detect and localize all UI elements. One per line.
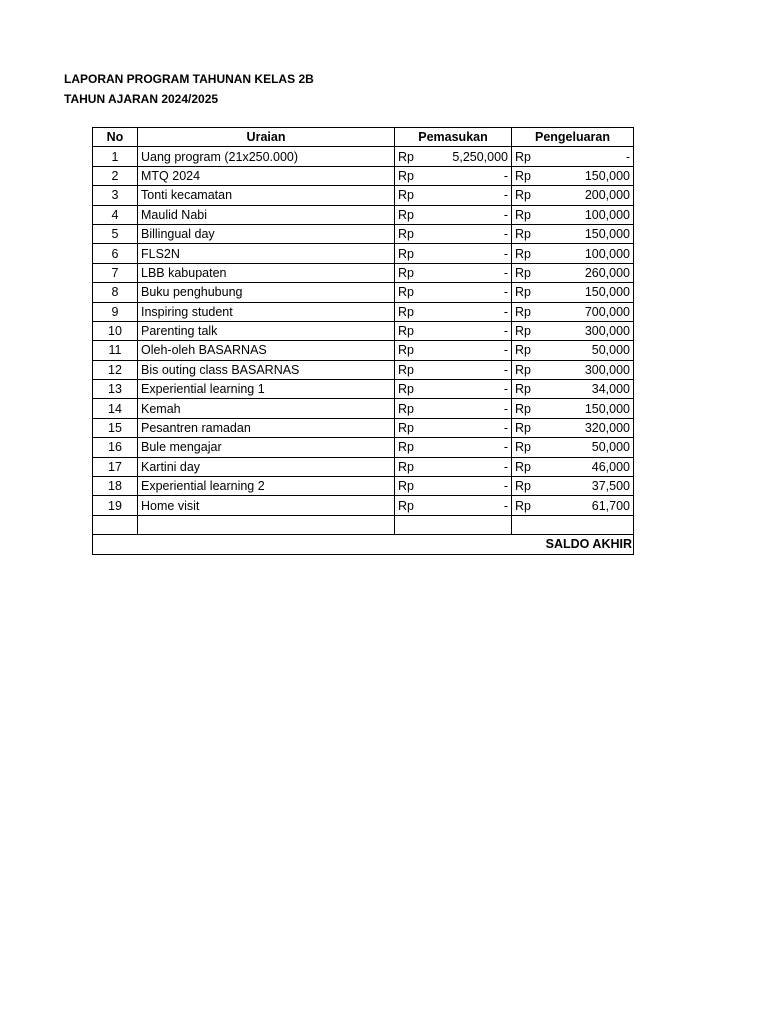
currency-label: Rp xyxy=(398,382,414,397)
table-row xyxy=(93,457,634,476)
row-uraian: Inspiring student xyxy=(138,302,395,321)
row-uraian: Experiential learning 1 xyxy=(138,380,395,399)
row-pemasukan xyxy=(395,477,512,496)
row-uraian: Billingual day xyxy=(138,224,395,243)
amount-value: - xyxy=(503,362,508,377)
row-pengeluaran xyxy=(512,438,634,457)
empty-row xyxy=(93,515,634,534)
table-row xyxy=(93,263,634,282)
table-row xyxy=(93,438,634,457)
amount-value: 300,000 xyxy=(584,324,630,339)
table-row xyxy=(93,186,634,205)
amount-value: 150,000 xyxy=(584,285,630,300)
currency-label: Rp xyxy=(398,207,414,222)
table-row xyxy=(93,147,634,166)
table-row xyxy=(93,205,634,224)
currency-label: Rp xyxy=(398,265,414,280)
row-pengeluaran xyxy=(512,360,634,379)
amount-value: - xyxy=(503,382,508,397)
table-row xyxy=(93,302,634,321)
row-no: 12 xyxy=(93,360,138,379)
currency-label: Rp xyxy=(515,285,531,300)
row-pemasukan xyxy=(395,283,512,302)
row-pemasukan xyxy=(395,438,512,457)
table-header-row xyxy=(93,128,634,147)
currency-label: Rp xyxy=(515,343,531,358)
amount-value: - xyxy=(503,227,508,242)
row-no: 8 xyxy=(93,283,138,302)
row-no: 5 xyxy=(93,224,138,243)
amount-value: - xyxy=(503,304,508,319)
table-row xyxy=(93,321,634,340)
row-pemasukan xyxy=(395,341,512,360)
currency-label: Rp xyxy=(398,479,414,494)
row-no: 17 xyxy=(93,457,138,476)
row-pengeluaran xyxy=(512,283,634,302)
amount-value: 700,000 xyxy=(584,304,630,319)
report-title: LAPORAN PROGRAM TAHUNAN KELAS 2B xyxy=(64,72,314,86)
row-uraian: Maulid Nabi xyxy=(138,205,395,224)
table-row xyxy=(93,380,634,399)
row-pemasukan xyxy=(395,380,512,399)
table-row xyxy=(93,341,634,360)
row-no: 11 xyxy=(93,341,138,360)
currency-label: Rp xyxy=(398,168,414,183)
table-row xyxy=(93,477,634,496)
currency-label: Rp xyxy=(515,246,531,261)
row-pemasukan xyxy=(395,496,512,515)
amount-value: 5,250,000 xyxy=(452,149,508,164)
row-uraian: MTQ 2024 xyxy=(138,166,395,185)
row-pemasukan xyxy=(395,186,512,205)
row-uraian: Parenting talk xyxy=(138,321,395,340)
row-pemasukan xyxy=(395,457,512,476)
currency-label: Rp xyxy=(398,188,414,203)
row-no: 10 xyxy=(93,321,138,340)
row-pengeluaran xyxy=(512,341,634,360)
currency-label: Rp xyxy=(515,149,531,164)
amount-value: 50,000 xyxy=(591,343,630,358)
row-no: 7 xyxy=(93,263,138,282)
currency-label: Rp xyxy=(515,401,531,416)
row-pemasukan xyxy=(395,360,512,379)
amount-value: - xyxy=(625,149,630,164)
empty-cell xyxy=(395,515,512,534)
row-uraian: Experiential learning 2 xyxy=(138,477,395,496)
row-no: 15 xyxy=(93,418,138,437)
finance-table xyxy=(92,127,634,555)
amount-value: - xyxy=(503,207,508,222)
row-uraian: LBB kabupaten xyxy=(138,263,395,282)
saldo-akhir-label: SALDO AKHIR xyxy=(93,535,634,554)
row-uraian: Oleh-oleh BASARNAS xyxy=(138,341,395,360)
currency-label: Rp xyxy=(398,227,414,242)
currency-label: Rp xyxy=(398,362,414,377)
amount-value: 34,000 xyxy=(591,382,630,397)
header-uraian: Uraian xyxy=(138,128,395,147)
amount-value: 320,000 xyxy=(584,421,630,436)
row-no: 2 xyxy=(93,166,138,185)
header-pemasukan: Pemasukan xyxy=(395,128,512,147)
row-no: 3 xyxy=(93,186,138,205)
row-pemasukan xyxy=(395,263,512,282)
table-row xyxy=(93,418,634,437)
row-no: 1 xyxy=(93,147,138,166)
row-pengeluaran xyxy=(512,477,634,496)
header-pengeluaran: Pengeluaran xyxy=(512,128,634,147)
amount-value: 300,000 xyxy=(584,362,630,377)
table-row xyxy=(93,496,634,515)
currency-label: Rp xyxy=(398,421,414,436)
row-uraian: FLS2N xyxy=(138,244,395,263)
row-no: 16 xyxy=(93,438,138,457)
currency-label: Rp xyxy=(398,149,414,164)
row-pengeluaran xyxy=(512,186,634,205)
currency-label: Rp xyxy=(515,265,531,280)
amount-value: 50,000 xyxy=(591,440,630,455)
currency-label: Rp xyxy=(398,324,414,339)
currency-label: Rp xyxy=(515,498,531,513)
table-row xyxy=(93,399,634,418)
row-uraian: Buku penghubung xyxy=(138,283,395,302)
row-pengeluaran xyxy=(512,244,634,263)
row-no: 18 xyxy=(93,477,138,496)
row-no: 4 xyxy=(93,205,138,224)
empty-cell xyxy=(138,515,395,534)
report-subtitle: TAHUN AJARAN 2024/2025 xyxy=(64,92,219,106)
amount-value: 100,000 xyxy=(584,207,630,222)
row-pengeluaran xyxy=(512,399,634,418)
currency-label: Rp xyxy=(515,440,531,455)
currency-label: Rp xyxy=(515,168,531,183)
amount-value: - xyxy=(503,479,508,494)
row-no: 14 xyxy=(93,399,138,418)
row-uraian: Kemah xyxy=(138,399,395,418)
row-pengeluaran xyxy=(512,380,634,399)
row-no: 13 xyxy=(93,380,138,399)
amount-value: - xyxy=(503,168,508,183)
row-pengeluaran xyxy=(512,205,634,224)
amount-value: 61,700 xyxy=(591,498,630,513)
row-uraian: Uang program (21x250.000) xyxy=(138,147,395,166)
row-pemasukan xyxy=(395,321,512,340)
currency-label: Rp xyxy=(515,188,531,203)
row-pemasukan xyxy=(395,147,512,166)
row-uraian: Bis outing class BASARNAS xyxy=(138,360,395,379)
table-row xyxy=(93,283,634,302)
row-uraian: Tonti kecamatan xyxy=(138,186,395,205)
amount-value: - xyxy=(503,459,508,474)
row-uraian: Pesantren ramadan xyxy=(138,418,395,437)
currency-label: Rp xyxy=(398,440,414,455)
row-pengeluaran xyxy=(512,457,634,476)
table-row xyxy=(93,244,634,263)
amount-value: 150,000 xyxy=(584,168,630,183)
row-pemasukan xyxy=(395,244,512,263)
amount-value: - xyxy=(503,285,508,300)
row-no: 19 xyxy=(93,496,138,515)
currency-label: Rp xyxy=(398,459,414,474)
amount-value: 150,000 xyxy=(584,227,630,242)
currency-label: Rp xyxy=(515,382,531,397)
table-body xyxy=(93,147,634,554)
table-row xyxy=(93,224,634,243)
row-pemasukan xyxy=(395,302,512,321)
amount-value: - xyxy=(503,421,508,436)
currency-label: Rp xyxy=(515,362,531,377)
amount-value: 37,500 xyxy=(591,479,630,494)
currency-label: Rp xyxy=(398,246,414,261)
currency-label: Rp xyxy=(398,343,414,358)
amount-value: - xyxy=(503,498,508,513)
currency-label: Rp xyxy=(515,479,531,494)
amount-value: - xyxy=(503,265,508,280)
currency-label: Rp xyxy=(515,207,531,222)
amount-value: 200,000 xyxy=(584,188,630,203)
amount-value: - xyxy=(503,343,508,358)
amount-value: 150,000 xyxy=(584,401,630,416)
row-uraian: Kartini day xyxy=(138,457,395,476)
empty-cell xyxy=(512,515,634,534)
row-pengeluaran xyxy=(512,418,634,437)
row-pengeluaran xyxy=(512,321,634,340)
currency-label: Rp xyxy=(515,227,531,242)
row-pengeluaran xyxy=(512,147,634,166)
empty-cell xyxy=(93,515,138,534)
amount-value: - xyxy=(503,324,508,339)
row-pemasukan xyxy=(395,418,512,437)
currency-label: Rp xyxy=(398,401,414,416)
currency-label: Rp xyxy=(398,285,414,300)
row-uraian: Bule mengajar xyxy=(138,438,395,457)
currency-label: Rp xyxy=(398,498,414,513)
amount-value: - xyxy=(503,188,508,203)
row-no: 6 xyxy=(93,244,138,263)
amount-value: - xyxy=(503,401,508,416)
currency-label: Rp xyxy=(515,324,531,339)
currency-label: Rp xyxy=(398,304,414,319)
amount-value: 46,000 xyxy=(591,459,630,474)
amount-value: 260,000 xyxy=(584,265,630,280)
row-pemasukan xyxy=(395,224,512,243)
row-pengeluaran xyxy=(512,496,634,515)
row-no: 9 xyxy=(93,302,138,321)
currency-label: Rp xyxy=(515,421,531,436)
row-pengeluaran xyxy=(512,224,634,243)
row-pemasukan xyxy=(395,205,512,224)
row-pengeluaran xyxy=(512,166,634,185)
row-pemasukan xyxy=(395,399,512,418)
saldo-row xyxy=(93,535,634,554)
row-pengeluaran xyxy=(512,263,634,282)
amount-value: - xyxy=(503,246,508,261)
row-pengeluaran xyxy=(512,302,634,321)
row-uraian: Home visit xyxy=(138,496,395,515)
amount-value: - xyxy=(503,440,508,455)
table-row xyxy=(93,360,634,379)
row-pemasukan xyxy=(395,166,512,185)
table-row xyxy=(93,166,634,185)
currency-label: Rp xyxy=(515,459,531,474)
currency-label: Rp xyxy=(515,304,531,319)
amount-value: 100,000 xyxy=(584,246,630,261)
header-no: No xyxy=(93,128,138,147)
